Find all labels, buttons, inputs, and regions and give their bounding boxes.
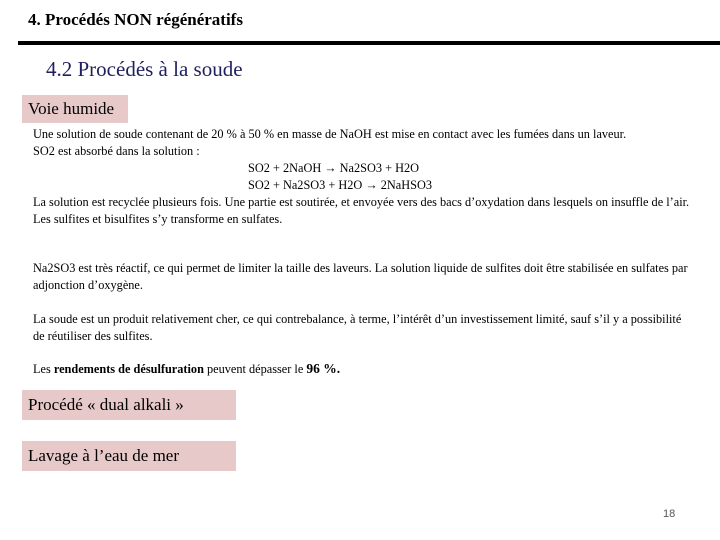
tag-dual-alkali-label: Procédé « dual alkali »	[28, 395, 184, 414]
rendements-prefix: Les	[33, 362, 54, 376]
paragraph-cost: La soude est un produit relativement cher, ce qui contrebalance, à terme, l’intérêt d’un investissement limité, sauf s’il y a possibilité de réutiliser des sulfites.	[33, 312, 682, 343]
paragraph-line: La solution est recyclée plusieurs fois. Une partie est soutirée, et envoyée vers des bacs d’oxydation dans lesquels on insuffle de l’air. Les sulfites et bisulfites s’y transforme en sulfates.	[33, 195, 690, 226]
section-title: 4.2 Procédés à la soude	[46, 57, 243, 81]
header-title: 4. Procédés NON régénératifs	[28, 10, 243, 29]
paragraph-na2so3: Na2SO3 est très réactif, ce qui permet de limiter la taille des laveurs. La solution liquide de sulfites doit être stabilisée en sulfates par adjonction d’oxygène.	[33, 261, 688, 292]
tag-eau-de-mer	[22, 441, 236, 471]
paragraph-line: Une solution de soude contenant de 20 % à 50 % en masse de NaOH est mise en contact avec les fumées dans un laveur.	[33, 127, 627, 141]
header-divider	[18, 41, 720, 45]
tag-dual-alkali	[22, 390, 236, 420]
rendements-bold: rendements de désulfuration	[53, 362, 204, 376]
paragraph-line: SO2 est absorbé dans la solution :	[33, 144, 200, 158]
page-number: 18	[663, 508, 676, 520]
rendements-middle: peuvent dépasser le	[203, 362, 307, 376]
equation-1: SO2 + 2NaOH → Na2SO3 + H2O	[248, 161, 419, 175]
rendements-value: 96 %.	[306, 361, 341, 376]
tag-eau-de-mer-label: Lavage à l’eau de mer	[28, 446, 180, 465]
paragraph-rendements	[33, 360, 693, 378]
tag-voie-humide	[22, 95, 128, 123]
paragraph-soude-solution	[33, 126, 693, 228]
tag-voie-humide-label: Voie humide	[28, 99, 115, 118]
equation-2: SO2 + Na2SO3 + H2O → 2NaHSO3	[248, 178, 432, 192]
